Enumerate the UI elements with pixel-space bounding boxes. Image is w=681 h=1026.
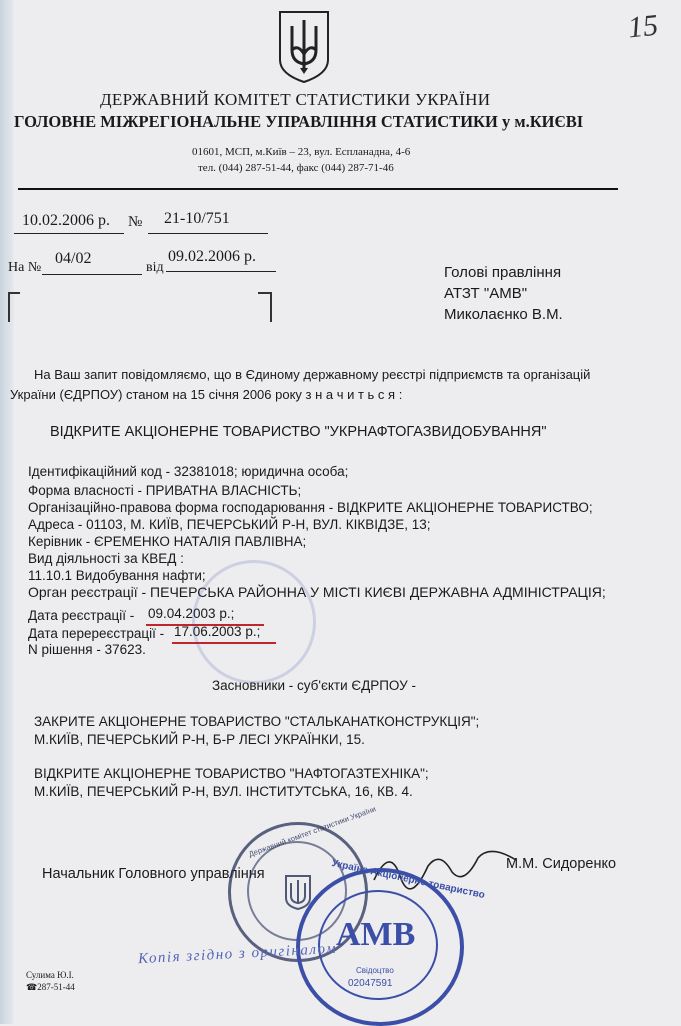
detail-legal-form: Організаційно-правова форма господарювання - ВІДКРИТЕ АКЦІОНЕРНЕ ТОВАРИСТВО; — [28, 500, 593, 515]
company-stamp-ring-text: Україна Акціонерне товариство — [330, 857, 486, 902]
intro-line1: На Ваш запит повідомляємо, що в Єдиному державному реєстрі підприємств та організацій — [34, 367, 591, 382]
company-stamp-cert: Свідоцтво — [356, 966, 394, 975]
reply-number: 04/02 — [55, 250, 92, 267]
reply-label: На № — [8, 260, 42, 275]
outgoing-date-line — [14, 233, 124, 234]
detail-activity-label: Вид діяльності за КВЕД : — [28, 551, 184, 566]
signature-position: Начальник Головного управління — [42, 866, 265, 882]
department-title: ГОЛОВНЕ МІЖРЕГІОНАЛЬНЕ УПРАВЛІННЯ СТАТИСТИКИ у м.КИЄВІ — [14, 112, 584, 131]
founder-1-address: М.КИЇВ, ПЕЧЕРСЬКИЙ Р-Н, Б-Р ЛЕСІ УКРАЇНКИ, 15. — [34, 732, 365, 747]
reregistration-date-label: Дата перереєстрації - — [28, 626, 165, 641]
number-label: № — [128, 214, 143, 230]
header-phones: тел. (044) 287-51-44, факс (044) 287-71-46 — [198, 162, 394, 174]
addressee-line3: Миколаєнко В.М. — [444, 306, 563, 323]
outgoing-date: 10.02.2006 р. — [22, 212, 110, 229]
ministry-title: ДЕРЖАВНИЙ КОМІТЕТ СТАТИСТИКИ УКРАЇНИ — [100, 90, 491, 109]
page-number: 15 — [626, 8, 660, 45]
from-label: від — [146, 260, 164, 275]
decision-number: N рішення - 37623. — [28, 642, 146, 657]
reply-date: 09.02.2006 р. — [168, 248, 256, 265]
founder-2-name: ВІДКРИТЕ АКЦІОНЕРНЕ ТОВАРИСТВО "НАФТОГАЗТЕХНІКА"; — [34, 766, 429, 781]
detail-address: Адреса - 01103, М. КИЇВ, ПЕЧЕРСЬКИЙ Р-Н, ВУЛ. КІКВІДЗЕ, 13; — [28, 517, 431, 532]
signature-name: М.М. Сидоренко — [506, 856, 617, 872]
outgoing-number-line — [148, 233, 268, 234]
registration-date: 09.04.2003 р.; — [148, 606, 235, 621]
founder-1-name: ЗАКРИТЕ АКЦІОНЕРНЕ ТОВАРИСТВО "СТАЛЬКАНАТКОНСТРУКЦІЯ"; — [34, 714, 480, 729]
detail-registration-body: Орган реєстрації - ПЕЧЕРСЬКА РАЙОННА У МІСТІ КИЄВІ ДЕРЖАВНА АДМІНІСТРАЦІЯ; — [28, 584, 606, 600]
reply-date-line — [166, 271, 276, 272]
detail-ownership: Форма власності - ПРИВАТНА ВЛАСНІСТЬ; — [28, 483, 302, 498]
outgoing-number: 21-10/751 — [164, 210, 230, 227]
company-stamp-number: 02047591 — [348, 978, 393, 989]
founders-title: Засновники - суб'єкти ЄДРПОУ - — [212, 678, 416, 693]
executor-name: Сулима Ю.І. — [26, 970, 74, 980]
intro-line2: України (ЄДРПОУ) станом на 15 січня 2006 року з н а ч и т ь с я : — [10, 387, 403, 402]
founder-2-address: М.КИЇВ, ПЕЧЕРСЬКИЙ Р-Н, ВУЛ. ІНСТИТУТСЬКА, 16, КВ. 4. — [34, 784, 413, 799]
faint-registration-stamp — [192, 560, 316, 684]
addressee-line1: Голові правління — [444, 264, 562, 281]
detail-id-code: Ідентифікаційний код - 32381018; юридична особа; — [28, 464, 349, 479]
corner-mark-right — [258, 292, 272, 322]
corner-mark-left — [8, 292, 20, 322]
detail-activity: 11.10.1 Видобування нафти; — [28, 568, 206, 583]
company-title: ВІДКРИТЕ АКЦІОНЕРНЕ ТОВАРИСТВО "УКРНАФТОГАЗВИДОБУВАННЯ" — [50, 424, 547, 440]
header-divider — [18, 188, 618, 190]
handwritten-note: Копія згідно з оригіналом — [137, 940, 338, 968]
paper-left-edge — [0, 0, 14, 1024]
company-stamp-logo: АМВ — [336, 916, 416, 953]
detail-director: Керівник - ЄРЕМЕНКО НАТАЛІЯ ПАВЛІВНА; — [28, 534, 307, 549]
reply-number-line — [42, 274, 142, 275]
state-stamp-text: Державний комітет статистики України — [247, 804, 377, 859]
executor-phone: ☎287-51-44 — [26, 982, 75, 992]
registration-date-label: Дата реєстрації - — [28, 608, 135, 623]
reregistration-date: 17.06.2003 р.; — [174, 624, 261, 639]
addressee-line2: АТЗТ "АМВ" — [444, 285, 528, 302]
trident-emblem-icon — [276, 8, 332, 89]
header-address: 01601, МСП, м.Київ – 23, вул. Еспланадна, 4-6 — [192, 146, 411, 158]
